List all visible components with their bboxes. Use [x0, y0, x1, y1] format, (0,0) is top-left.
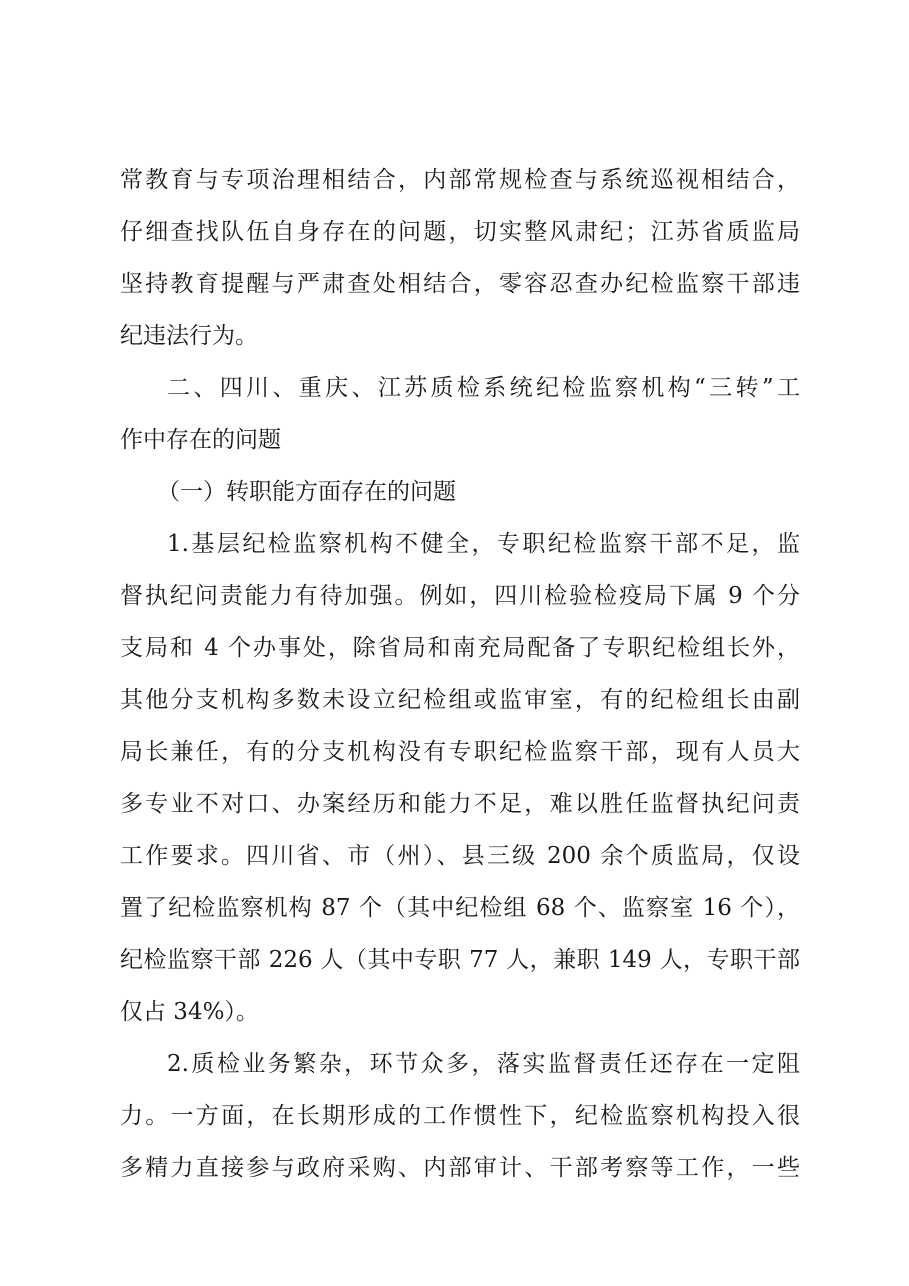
- paragraph-line-10: 多专业不对口、办案经历和能力不足，难以胜任监督执纪问责: [120, 791, 800, 817]
- paragraph-line-4: 纪违法行为。: [120, 323, 258, 349]
- paragraph-line-17: 多精力直接参与政府采购、内部审计、干部考察等工作，一些: [120, 1155, 800, 1181]
- paragraph-line-15: 2.质检业务繁杂，环节众多，落实监督责任还存在一定阻: [167, 1051, 800, 1077]
- paragraph-line-1: 常教育与专项治理相结合，内部常规检查与系统巡视相结合，: [120, 167, 800, 193]
- paragraph-line-13: 纪检监察干部 226 人（其中专职 77 人，兼职 149 人，专职干部: [120, 947, 800, 973]
- subsection-heading: （一）转职能方面存在的问题: [157, 479, 456, 505]
- paragraph-line-16: 力。一方面，在长期形成的工作惯性下，纪检监察机构投入很: [120, 1103, 800, 1129]
- paragraph-line-12: 置了纪检监察机构 87 个（其中纪检组 68 个、监察室 16 个），: [120, 895, 800, 921]
- paragraph-line-5: 1.基层纪检监察机构不健全，专职纪检监察干部不足，监: [167, 531, 800, 557]
- paragraph-line-6: 督执纪问责能力有待加强。例如，四川检验检疫局下属 9 个分: [120, 583, 800, 609]
- paragraph-line-11: 工作要求。四川省、市（州）、县三级 200 余个质监局，仅设: [120, 843, 800, 869]
- paragraph-line-8: 其他分支机构多数未设立纪检组或监审室，有的纪检组长由副: [120, 687, 800, 713]
- paragraph-line-3: 坚持教育提醒与严肃查处相结合，零容忍查办纪检监察干部违: [120, 271, 800, 297]
- paragraph-line-14: 仅占 34%）。: [120, 999, 259, 1025]
- paragraph-line-9: 局长兼任，有的分支机构没有专职纪检监察干部，现有人员大: [120, 739, 800, 765]
- section-heading-line-1: 二、四川、重庆、江苏质检系统纪检监察机构“三转”工: [167, 375, 800, 401]
- paragraph-line-7: 支局和 4 个办事处，除省局和南充局配备了专职纪检组长外，: [120, 635, 800, 661]
- section-heading-line-2: 作中存在的问题: [120, 427, 281, 453]
- paragraph-line-2: 仔细查找队伍自身存在的问题，切实整风肃纪；江苏省质监局: [120, 219, 800, 245]
